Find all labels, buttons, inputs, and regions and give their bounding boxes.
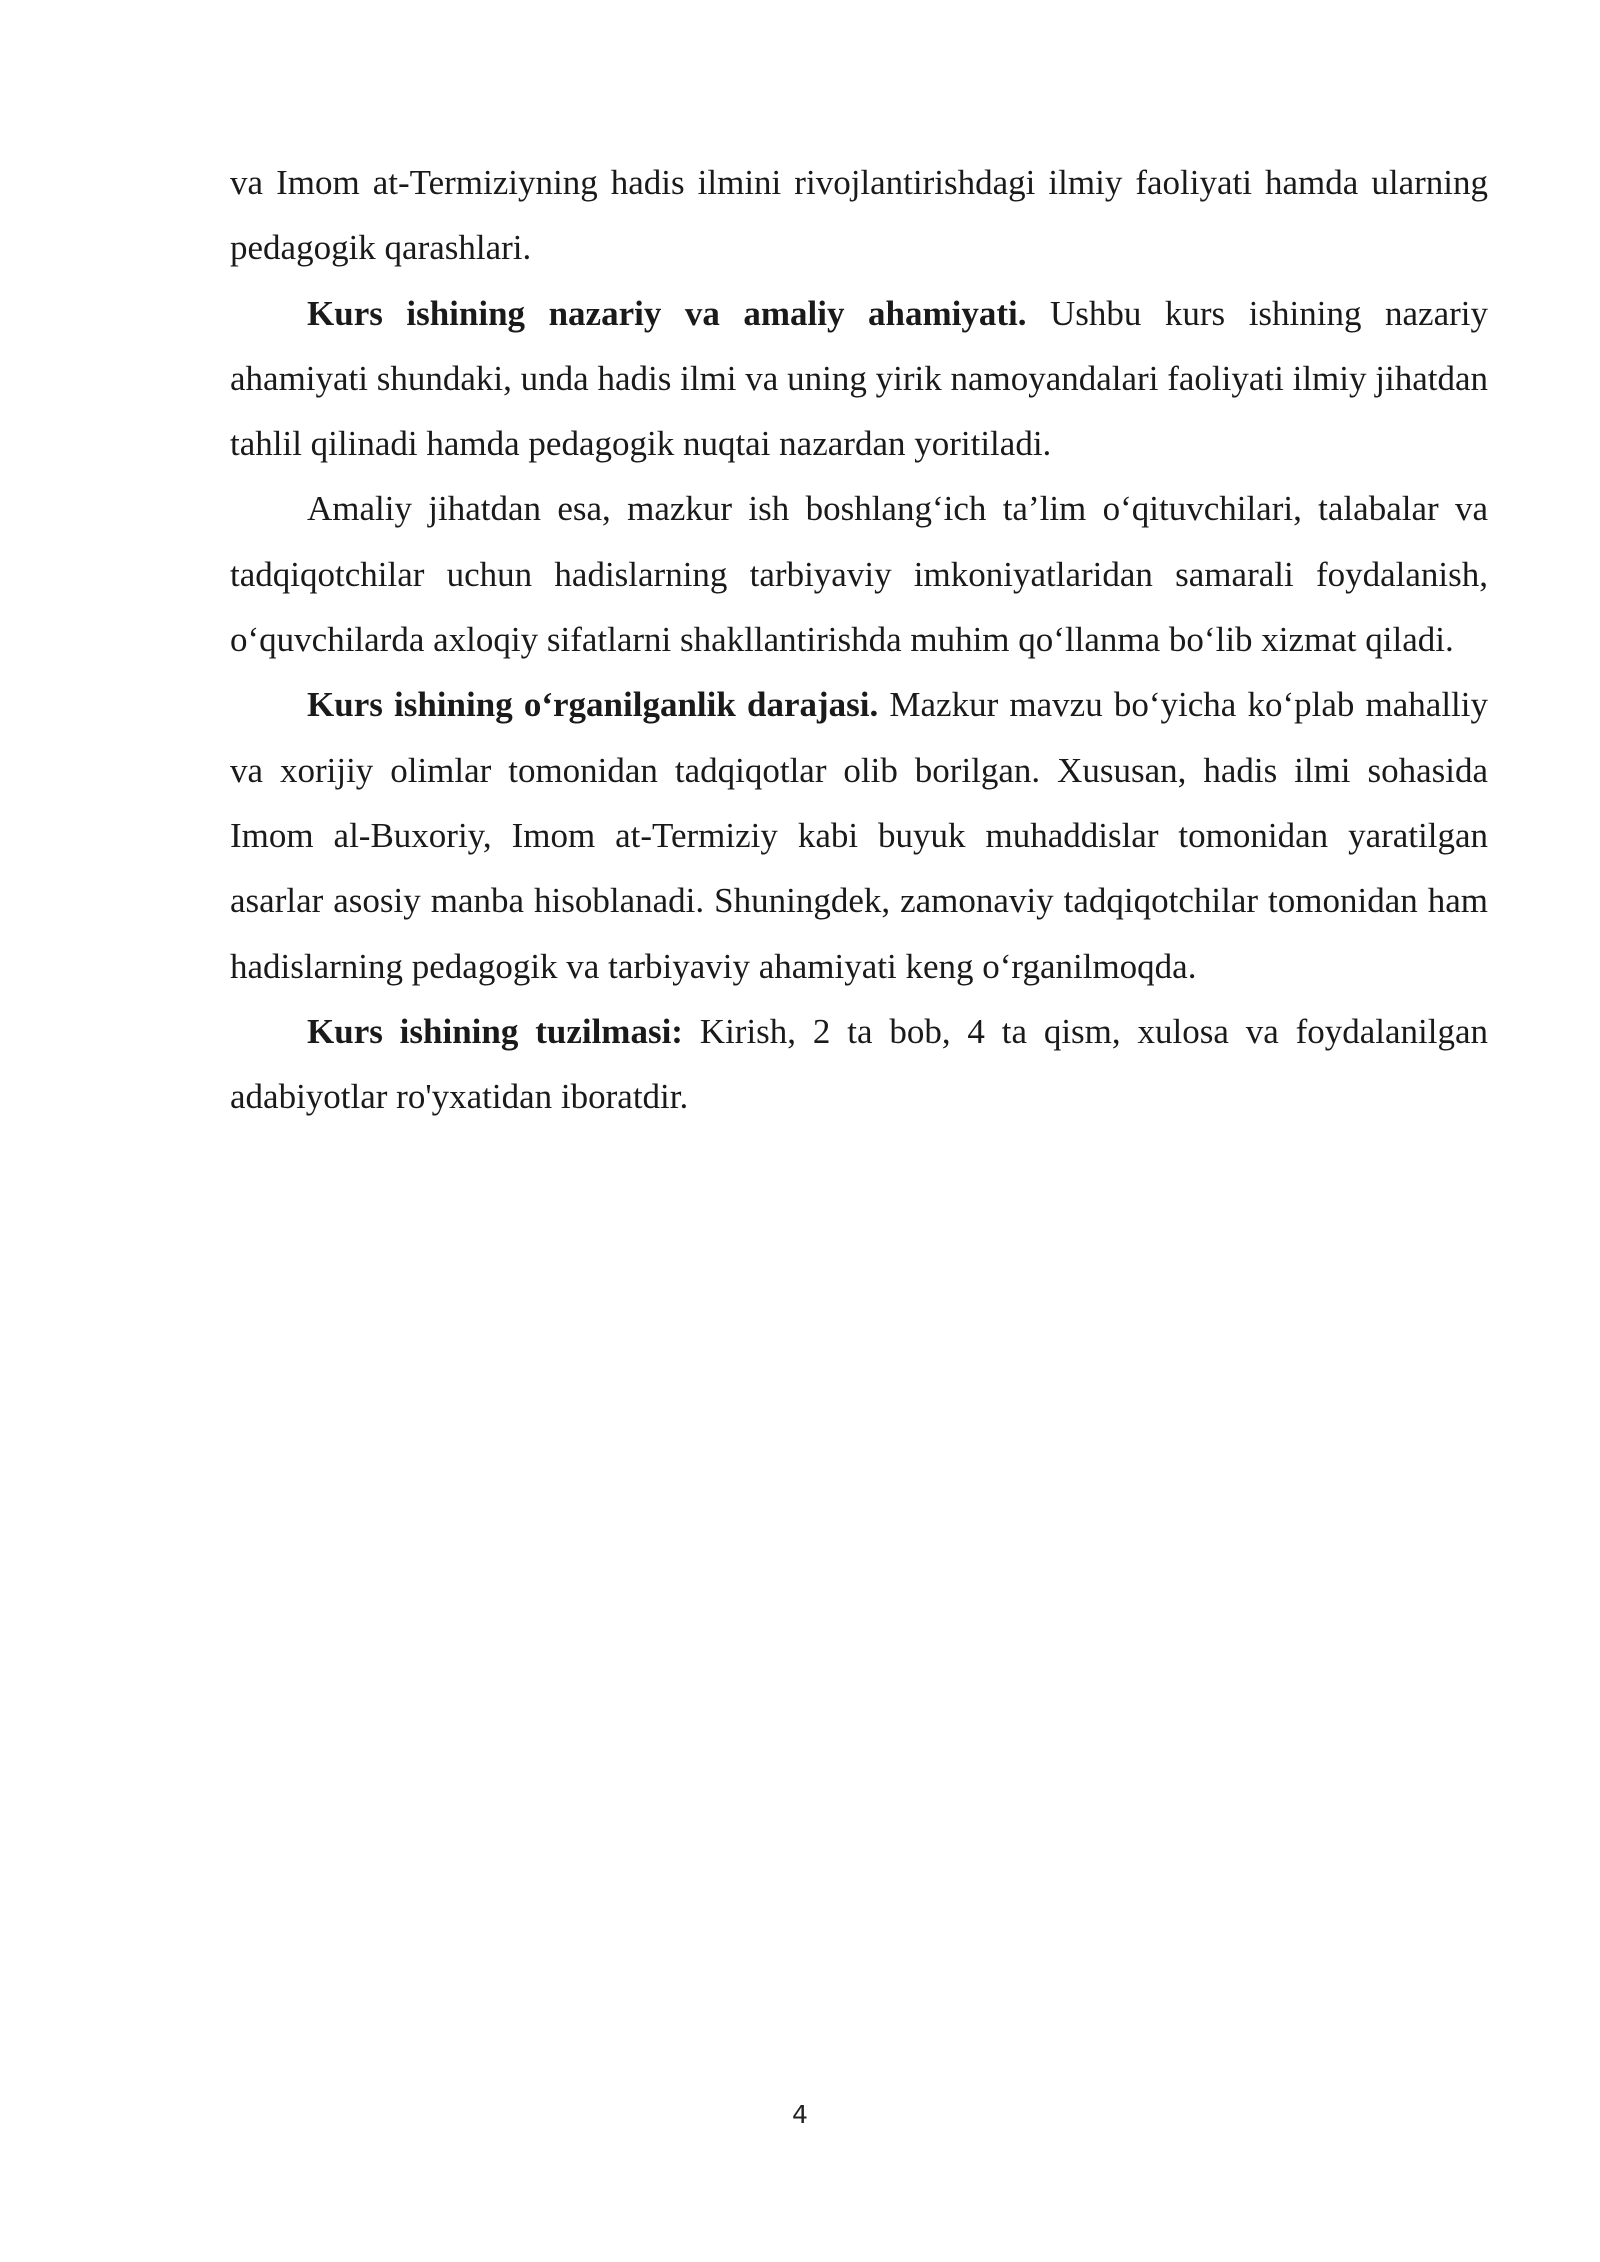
paragraph-text: va Imom at-Termiziyning hadis ilmini rivojlantirishdagi ilmiy faoliyati hamda ularning pedagogik qarashlari.	[230, 163, 1488, 268]
paragraph-structure	[230, 999, 1488, 1130]
paragraph-theoretical-practical-significance	[230, 281, 1488, 477]
paragraph-text: Kirish, 2 ta bob, 4 ta qism, xulosa va foydalanilgan adabiyotlar ro'yxatidan iboratdir.	[230, 1011, 1488, 1117]
body-text	[230, 150, 1488, 1129]
page-number: 4	[792, 2100, 808, 2129]
paragraph-text: Mazkur mavzu bo‘yicha ko‘plab mahalliy va xorijiy olimlar tomonidan tadqiqotlar olib borilgan. Xususan, hadis ilmi sohasida Imom al-Buxoriy, Imom at-Termiziy kabi buyuk muhaddislar tomonidan yaratilgan asarlar asosiy manba hisoblanadi. Shuningdek, zamonaviy tadqiqotchilar tomonidan ham hadislarning pedagogik va tarbiyaviy ahamiyati keng o‘rganilmoqda.	[230, 685, 1488, 986]
paragraph-heading: Kurs ishining o‘rganilganlik darajasi.	[307, 685, 879, 725]
paragraph-heading: Kurs ishining tuzilmasi:	[307, 1011, 683, 1051]
paragraph-heading: Kurs ishining nazariy va amaliy ahamiyati.	[307, 293, 1027, 333]
paragraph-continuation	[230, 150, 1488, 281]
paragraph-practical-aspect	[230, 476, 1488, 672]
paragraph-text: Ushbu kurs ishining nazariy ahamiyati shundaki, unda hadis ilmi va uning yirik namoyandalari faoliyati ilmiy jihatdan tahlil qilinadi hamda pedagogik nuqtai nazardan yoritiladi.	[230, 293, 1488, 464]
paragraph-degree-of-study	[230, 672, 1488, 998]
paragraph-text: Amaliy jihatdan esa, mazkur ish boshlang‘ich ta’lim o‘qituvchilari, talabalar va tadqiqotchilar uchun hadislarning tarbiyaviy imkoniyatlaridan samarali foydalanish, o‘quvchilarda axloqiy sifatlarni shakllantirishda muhim qo‘llanma bo‘lib xizmat qiladi.	[230, 489, 1488, 660]
